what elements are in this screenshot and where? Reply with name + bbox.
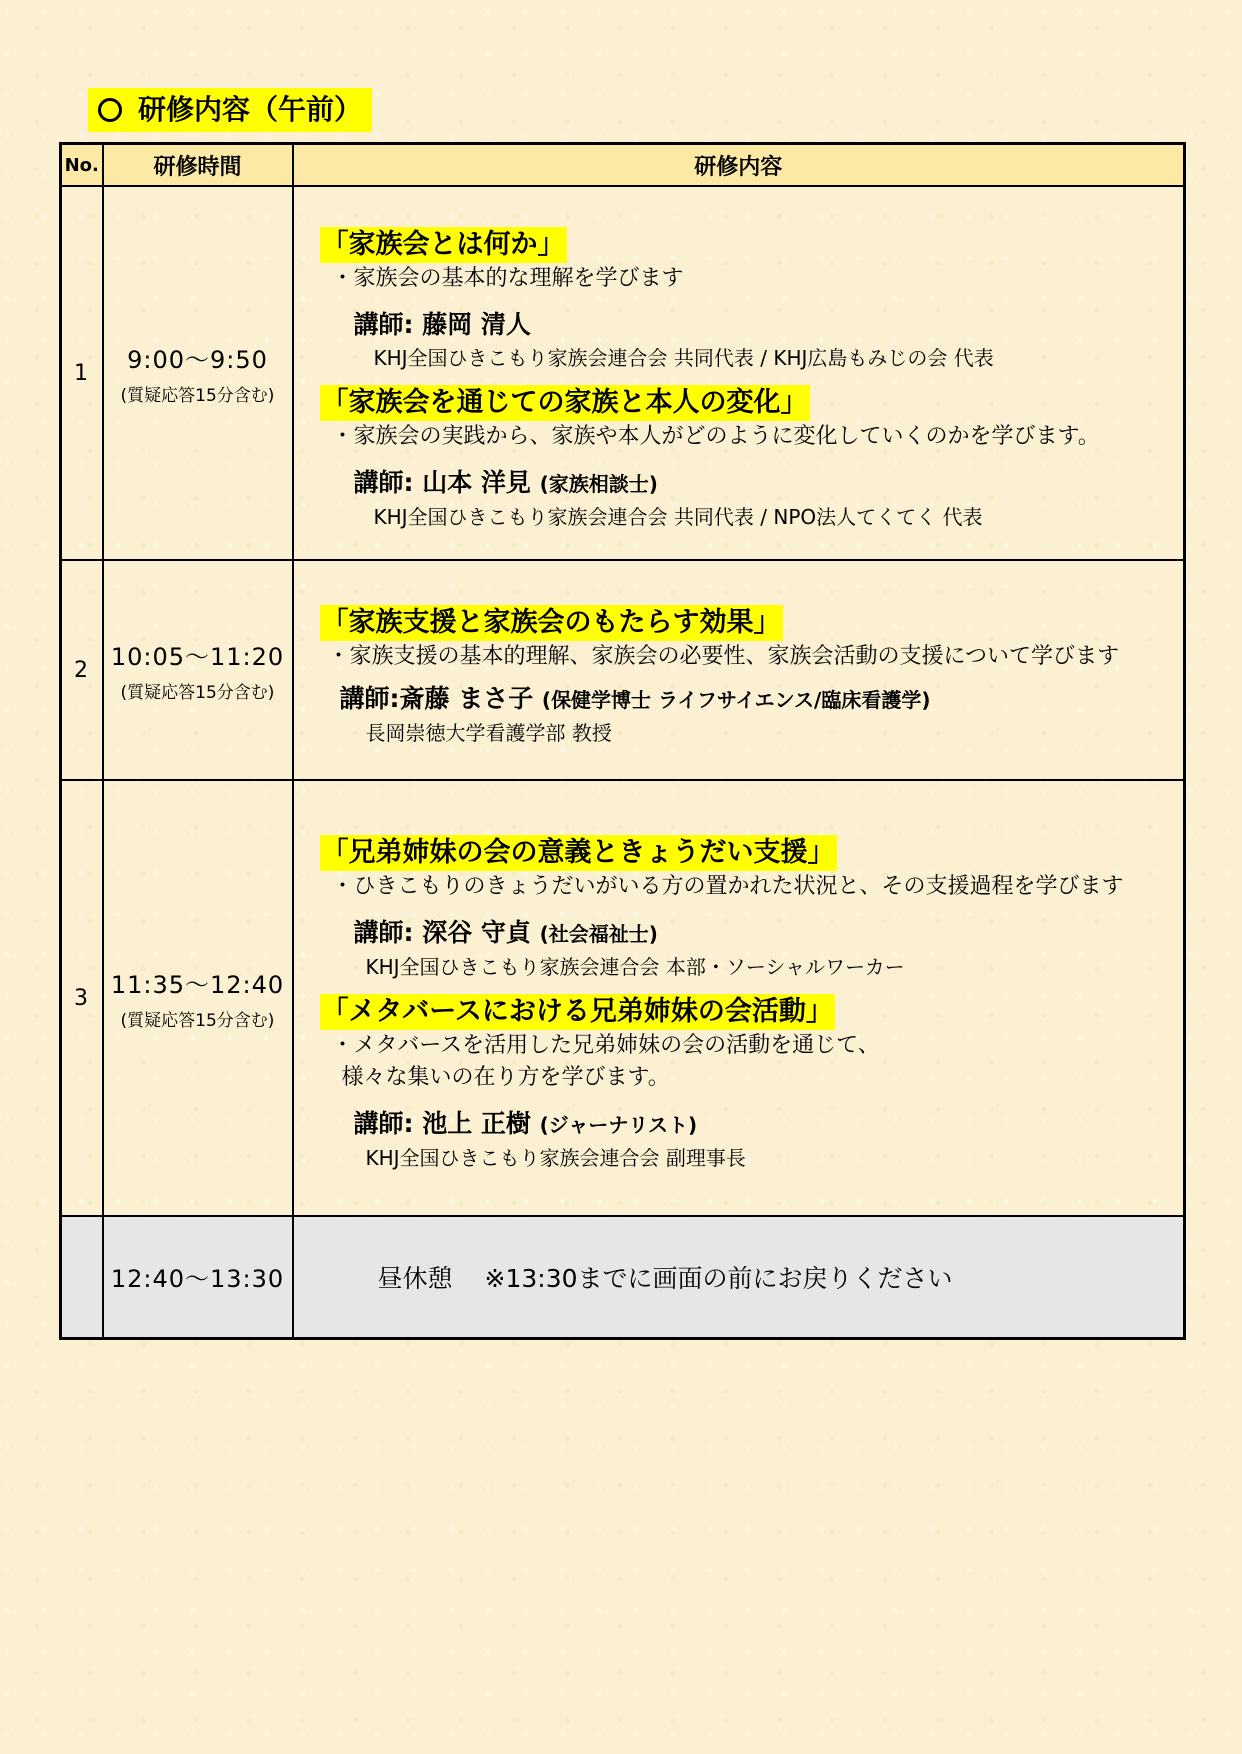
header-no: No. <box>61 144 103 187</box>
topic-description: ・家族会の基本的な理解を学びます <box>331 265 684 291</box>
topic-title: 「兄弟姉妹の会の意義ときょうだい支援」 <box>320 835 837 871</box>
session-content <box>293 780 1185 1216</box>
break-label: 昼休憩 <box>377 1263 453 1293</box>
session-time <box>103 186 293 560</box>
time-note: (質疑応答15分含む) <box>120 683 275 703</box>
topic-description: ・家族会の実践から、家族や本人がどのように変化していくのかを学びます。 <box>331 423 1100 449</box>
break-time-range: 12:40～13:30 <box>110 1265 285 1294</box>
lecturer-qualification: (家族相談士) <box>539 471 658 496</box>
lecturer-affiliation: KHJ全国ひきこもり家族会連合会 共同代表 / KHJ広島もみじの会 代表 <box>373 345 994 370</box>
topic-title: 「家族会を通じての家族と本人の変化」 <box>320 385 810 421</box>
table-header-row <box>61 144 1185 187</box>
schedule-table <box>59 142 1186 1340</box>
table-row <box>61 560 1185 780</box>
circle-bullet-icon <box>98 98 122 122</box>
lecturer-affiliation: 長岡崇徳大学看護学部 教授 <box>365 720 612 745</box>
lecturer-qualification: (ジャーナリスト) <box>539 1113 698 1137</box>
lecturer-name-text: 講師:斎藤 まさ子 <box>339 683 534 713</box>
session-time <box>103 560 293 780</box>
lecturer-name <box>340 681 1184 718</box>
topic-description: ・家族支援の基本的理解、家族会の必要性、家族会活動の支援について学びます <box>327 643 1120 669</box>
session-content <box>293 560 1185 780</box>
header-content: 研修内容 <box>293 144 1185 187</box>
time-range: 11:35～12:40 <box>110 971 285 999</box>
break-note: ※13:30までに画面の前にお戻りください <box>484 1263 953 1293</box>
session-time <box>103 780 293 1216</box>
topic-title: 「家族会とは何か」 <box>320 227 567 263</box>
lecturer-qualification: (保健学博士 ライフサイエンス/臨床看護学) <box>541 687 931 712</box>
lecturer-name <box>354 1106 1184 1143</box>
lecturer-name-text: 講師: 藤岡 清人 <box>353 309 531 339</box>
lecturer-affiliation: KHJ全国ひきこもり家族会連合会 本部・ソーシャルワーカー <box>365 955 905 979</box>
section-heading <box>88 88 372 132</box>
lecturer-affiliation: KHJ全国ひきこもり家族会連合会 共同代表 / NPO法人てくてく 代表 <box>373 504 983 529</box>
topic-description-continued: 様々な集いの在り方を学びます。 <box>341 1065 670 1090</box>
topic-title: 「家族支援と家族会のもたらす効果」 <box>320 605 783 641</box>
lecturer-name-text: 講師: 山本 洋見 <box>353 467 531 497</box>
break-content <box>293 1216 1185 1338</box>
lecturer-name <box>354 915 1184 952</box>
time-note: (質疑応答15分含む) <box>120 386 275 406</box>
lecturer-name-text: 講師: 深谷 守貞 <box>353 918 531 947</box>
time-range: 9:00～9:50 <box>127 346 268 374</box>
table-row <box>61 780 1185 1216</box>
topic-description: ・ひきこもりのきょうだいがいる方の置かれた状況と、その支援過程を学びます <box>331 874 1124 899</box>
lecturer-qualification: (社会福祉士) <box>539 922 658 946</box>
row-number: 3 <box>61 780 103 1216</box>
time-range: 10:05～11:20 <box>110 643 285 671</box>
lecturer-name <box>354 465 1184 502</box>
row-number: 1 <box>61 186 103 560</box>
time-note: (質疑応答15分含む) <box>120 1011 275 1031</box>
header-time: 研修時間 <box>103 144 293 187</box>
row-number: 2 <box>61 560 103 780</box>
table-row <box>61 186 1185 560</box>
row-number-empty <box>61 1216 103 1338</box>
topic-title: 「メタバースにおける兄弟姉妹の会活動」 <box>320 994 835 1030</box>
lecturer-affiliation: KHJ全国ひきこもり家族会連合会 副理事長 <box>365 1146 746 1170</box>
lunch-break-row <box>61 1216 1185 1338</box>
session-content <box>293 186 1185 560</box>
lecturer-name-text: 講師: 池上 正樹 <box>353 1109 531 1138</box>
break-time <box>103 1216 293 1338</box>
lecturer-name <box>354 307 1184 343</box>
section-heading-text: 研修内容（午前） <box>138 93 363 126</box>
topic-description: ・メタバースを活用した兄弟姉妹の会の活動を通じて、 <box>331 1033 880 1058</box>
